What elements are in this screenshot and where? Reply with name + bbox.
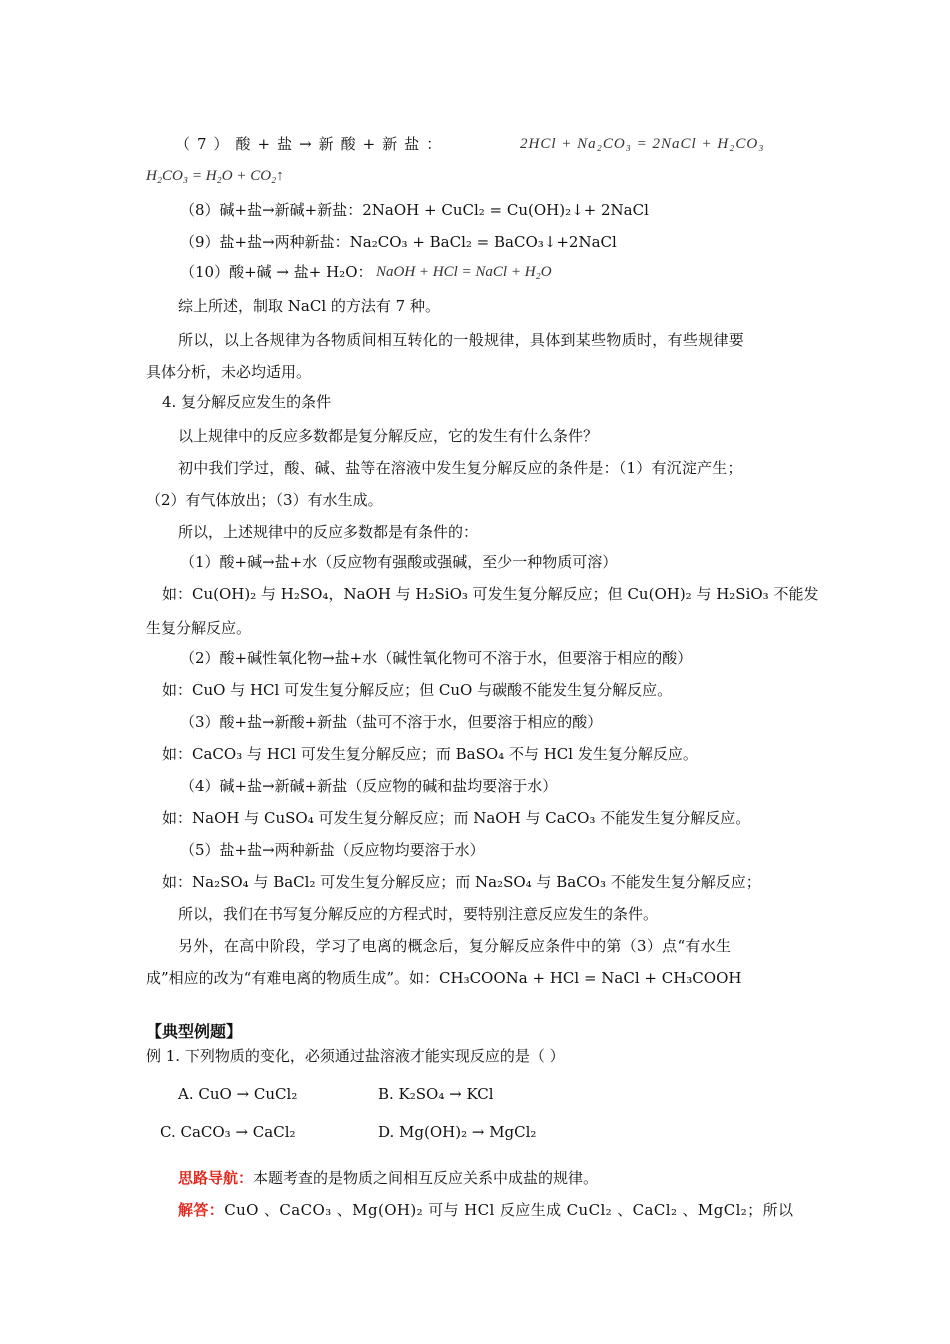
option-c: C. CaCO₃ → CaCl₂ xyxy=(160,1123,296,1141)
rule-10-lead: （10）酸+碱 → 盐+ H₂O： xyxy=(180,263,373,281)
high-school-note-1: 另外，在高中阶段，学习了电离的概念后，复分解反应条件中的第（3）点“有水生 xyxy=(178,937,732,955)
condition-1: （1）酸+碱→盐+水（反应物有强酸或强碱，至少一种物质可溶） xyxy=(180,553,618,571)
general-rule-text-2: 具体分析，未必均适用。 xyxy=(146,363,312,381)
conditions-text-2: （2）有气体放出；（3）有水生成。 xyxy=(146,491,383,509)
condition-1-example-2: 生复分解反应。 xyxy=(146,619,252,637)
condition-5-example: 如：Na₂SO₄ 与 BaCl₂ 可发生复分解反应；而 Na₂SO₄ 与 BaCO₃ 不能发生复分解反应； xyxy=(162,873,761,891)
note-text: 所以，我们在书写复分解反应的方程式时，要特别注意反应发生的条件。 xyxy=(178,905,659,923)
rule-9: （9）盐+盐→两种新盐：Na₂CO₃ + BaCl₂ = BaCO₃↓+2NaCl xyxy=(180,233,617,251)
question-text: 以上规律中的反应多数都是复分解反应，它的发生有什么条件？ xyxy=(178,427,599,445)
rule-7-equation-2: H₂CO₃ = H₂O + CO₂↑ xyxy=(146,168,284,184)
summary-text: 综上所述，制取 NaCl 的方法有 7 种。 xyxy=(178,297,440,315)
condition-5: （5）盐+盐→两种新盐（反应物均要溶于水） xyxy=(180,841,485,859)
hint-line xyxy=(178,1168,598,1188)
rule-7-equation-1: 2HCl + Na₂CO₃ = 2NaCl + H₂CO₃ xyxy=(520,136,765,152)
section-4-heading: 4. 复分解反应发生的条件 xyxy=(162,393,332,411)
hint-text: 本题考查的是物质之间相互反应关系中成盐的规律。 xyxy=(253,1169,599,1187)
condition-4-example: 如：NaOH 与 CuSO₄ 可发生复分解反应；而 NaOH 与 CaCO₃ 不能发生复分解反应。 xyxy=(162,809,751,827)
condition-2-example: 如：CuO 与 HCl 可发生复分解反应；但 CuO 与碳酸不能发生复分解反应。 xyxy=(162,681,673,699)
condition-1-example-1: 如：Cu(OH)₂ 与 H₂SO₄，NaOH 与 H₂SiO₃ 可发生复分解反应；但 Cu(OH)₂ 与 H₂SiO₃ 不能发 xyxy=(162,585,819,603)
rule-8: （8）碱+盐→新碱+新盐：2NaOH + CuCl₂ = Cu(OH)₂↓+ 2NaCl xyxy=(180,201,649,219)
hint-label: 思路导航： xyxy=(178,1169,254,1187)
high-school-note-2: 成”相应的改为“有难电离的物质生成”。如：CH₃COONa + HCl = NaCl + CH₃COOH xyxy=(146,969,742,987)
example-1-question: 例 1. 下列物质的变化，必须通过盐溶液才能实现反应的是（ ） xyxy=(146,1047,565,1065)
condition-3-example: 如：CaCO₃ 与 HCl 可发生复分解反应；而 BaSO₄ 不与 HCl 发生复分解反应。 xyxy=(162,745,698,763)
condition-4: （4）碱+盐→新碱+新盐（反应物的碱和盐均要溶于水） xyxy=(180,777,558,795)
general-rule-text-1: 所以，以上各规律为各物质间相互转化的一般规律，具体到某些物质时，有些规律要 xyxy=(178,331,745,349)
option-b: B. K₂SO₄ → KCl xyxy=(378,1085,494,1103)
conditions-intro: 所以，上述规律中的反应多数都是有条件的： xyxy=(178,523,479,541)
rule-7-lead: （7）酸+盐→新酸+新盐： xyxy=(175,135,449,153)
rule-10-equation: NaOH + HCl = NaCl + H₂O xyxy=(376,264,552,280)
answer-label: 解答： xyxy=(178,1201,225,1219)
condition-2: （2）酸+碱性氧化物→盐+水（碱性氧化物可不溶于水，但要溶于相应的酸） xyxy=(180,649,693,667)
option-d: D. Mg(OH)₂ → MgCl₂ xyxy=(378,1123,537,1141)
conditions-text-1: 初中我们学过，酸、碱、盐等在溶液中发生复分解反应的条件是：（1）有沉淀产生； xyxy=(178,459,743,477)
option-a: A. CuO → CuCl₂ xyxy=(178,1085,298,1103)
condition-3: （3）酸+盐→新酸+新盐（盐可不溶于水，但要溶于相应的酸） xyxy=(180,713,603,731)
answer-line xyxy=(178,1200,793,1220)
answer-text: CuO 、CaCO₃ 、Mg(OH)₂ 可与 HCl 反应生成 CuCl₂ 、CaCl₂ 、MgCl₂；所以 xyxy=(224,1201,794,1219)
example-heading: 【典型例题】 xyxy=(146,1022,243,1041)
